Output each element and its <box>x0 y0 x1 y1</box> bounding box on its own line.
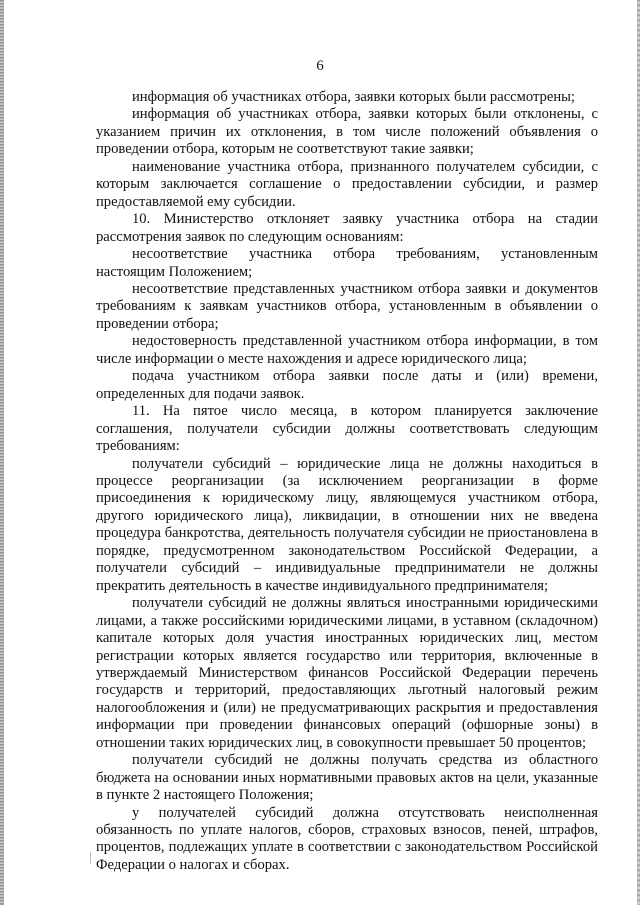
paragraph: у получателей субсидий должна отсутствовать неисполненная обязанность по уплате налогов, сборов, страховых взносов, пеней, штрафов, процентов, подлежащих уплате в соответствии с законодательством Российской Федерации о налогах и сборах. <box>96 804 598 873</box>
paragraph: получатели субсидий не должны являться иностранными юридическими лицами, а также российскими юридическими лицами, в уставном (складочном) капитале которых доля участия иностранных юридических лиц, местом регистрации которых является государство или территория, включенные в утверждаемый Министерством финансов Российской Федерации перечень государств и территорий, предоставляющих льготный налоговый режим налогообложения и (или) не предусматривающих раскрытия и предоставления информации при проведении финансовых операций (офшорные зоны) в отношении таких юридических лиц, в совокупности превышает 50 процентов; <box>96 595 598 751</box>
paragraph: 10. Министерство отклоняет заявку участника отбора на стадии рассмотрения заявок по следующим основаниям: <box>96 211 598 245</box>
paragraph: подача участником отбора заявки после даты и (или) времени, определенных для подачи заявок. <box>96 368 598 402</box>
scan-edge-left <box>0 0 4 905</box>
paragraph: получатели субсидий не должны получать средства из областного бюджета на основании иных нормативными правовых актов на цели, указанные в пункте 2 настоящего Положения; <box>96 752 598 804</box>
paragraph: 11. На пятое число месяца, в котором планируется заключение соглашения, получатели субсидии должны соответствовать следующим требованиям: <box>96 403 598 455</box>
paragraph: несоответствие представленных участником отбора заявки и документов требованиям к заявкам участников отбора, установленным в объявлении о проведении отбора; <box>96 280 598 332</box>
paragraph: недостоверность представленной участником отбора информации, в том числе информации о месте нахождения и адресе юридического лица; <box>96 333 598 367</box>
paragraph: информация об участниках отбора, заявки которых были отклонены, с указанием причин их отклонения, в том числе положений объявления о проведении отбора, которым не соответствуют такие заявки; <box>96 106 598 158</box>
paragraph: наименование участника отбора, признанного получателем субсидии, с которым заключается соглашение о предоставлении субсидии, и размер предоставляемой ему субсидии. <box>96 158 598 210</box>
paragraph: несоответствие участника отбора требованиям, установленным настоящим Положением; <box>96 246 598 280</box>
paragraph: получатели субсидий – юридические лица не должны находиться в процессе реорганизации (за исключением реорганизации в форме присоединения к юридическому лицу, являющемуся участником отбора, другого юридического лица), ликвидации, в отношении них не введена процедура банкротства, деятельность получателя субсидии не приостановлена в порядке, предусмотренном законодательством Российской Федерации, а получатели субсидий – индивидуальные предприниматели не должны прекратить деятельность в качестве индивидуального предпринимателя; <box>96 455 598 594</box>
scan-mark <box>90 852 91 864</box>
paragraph: информация об участниках отбора, заявки которых были рассмотрены; <box>132 89 575 105</box>
page-number: 6 <box>316 58 324 74</box>
document-body <box>96 89 598 874</box>
